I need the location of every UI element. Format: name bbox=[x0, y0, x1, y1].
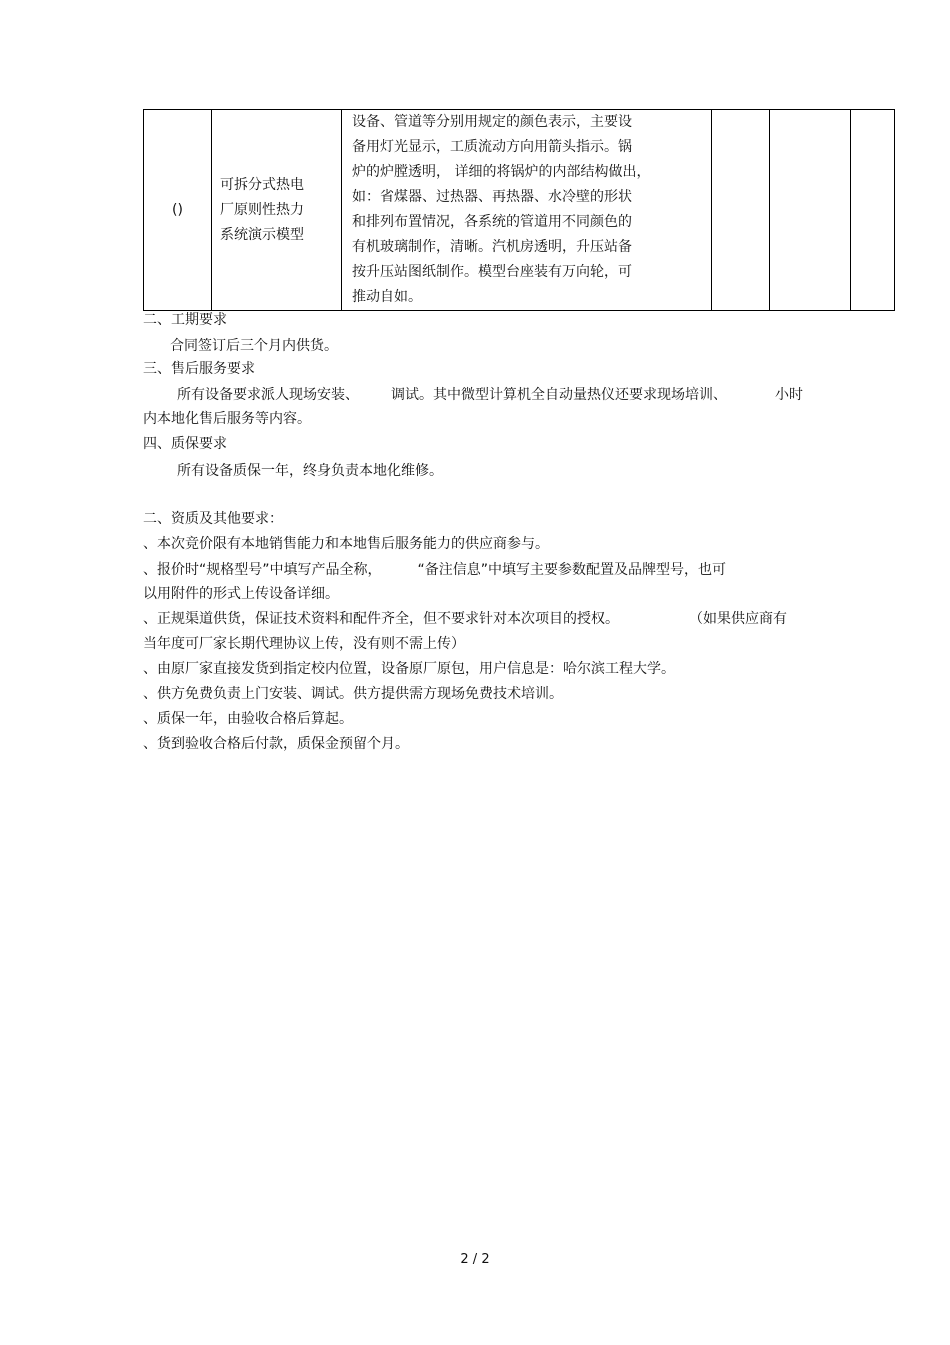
requirement-item: 、供方免费负责上门安装、调试。供方提供需方现场免费技术培训。 bbox=[143, 686, 563, 702]
item-name-line: 系统演示模型 bbox=[220, 226, 304, 243]
item-name-line: 厂原则性热力 bbox=[220, 201, 304, 218]
requirement-item: 、质保一年，由验收合格后算起。 bbox=[143, 711, 353, 727]
description-line: 推动自如。 bbox=[352, 289, 422, 305]
requirement-part: （如果供应商有 bbox=[689, 611, 787, 627]
requirement-item: 、本次竞价限有本地销售能力和本地售后服务能力的供应商参与。 bbox=[143, 536, 549, 552]
item-name-line: 可拆分式热电 bbox=[220, 176, 304, 193]
empty-cell bbox=[712, 110, 770, 311]
service-text-part: 调试。其中微型计算机全自动量热仪还要求现场培训、 bbox=[391, 387, 727, 403]
spec-table bbox=[143, 109, 895, 311]
requirement-part: 、报价时“规格型号”中填写产品全称， bbox=[143, 562, 382, 578]
requirement-item-continuation: 当年度可厂家长期代理协议上传，没有则不需上传） bbox=[143, 636, 465, 652]
description-line: 和排列布置情况，各系统的管道用不同颜色的 bbox=[352, 214, 632, 230]
requirement-part: “备注信息”中填写主要参数配置及品牌型号，也可 bbox=[417, 562, 727, 578]
item-name-cell bbox=[212, 110, 342, 311]
warranty-text: 所有设备质保一年，终身负责本地化维修。 bbox=[177, 463, 443, 479]
item-number: () bbox=[172, 201, 183, 218]
empty-cell bbox=[851, 110, 895, 311]
empty-cell bbox=[770, 110, 851, 311]
requirement-part: 、正规渠道供货，保证技术资料和配件齐全，但不要求针对本次项目的授权。 bbox=[143, 611, 619, 627]
requirement-item-continuation: 以用附件的形式上传设备详细。 bbox=[143, 586, 339, 602]
requirement-item bbox=[143, 609, 787, 629]
table-row bbox=[144, 110, 895, 311]
requirement-item bbox=[143, 560, 726, 580]
item-number-cell bbox=[144, 110, 212, 311]
qualification-heading: 二、资质及其他要求： bbox=[143, 511, 283, 527]
service-text-part: 小时 bbox=[775, 387, 803, 403]
warranty-heading: 四、质保要求 bbox=[143, 436, 227, 452]
period-text: 合同签订后三个月内供货。 bbox=[170, 338, 338, 354]
description-line: 如：省煤器、过热器、再热器、水冷壁的形状 bbox=[352, 189, 632, 205]
description-line: 炉的炉膛透明， 详细的将锅炉的内部结构做出， bbox=[352, 164, 651, 180]
description-line: 按升压站图纸制作。模型台座装有万向轮，可 bbox=[352, 264, 632, 280]
requirement-item: 、货到验收合格后付款，质保金预留个月。 bbox=[143, 736, 409, 752]
description-line: 备用灯光显示，工质流动方向用箭头指示。锅 bbox=[352, 139, 632, 155]
page-number: 2 / 2 bbox=[460, 1252, 490, 1267]
description-line: 有机玻璃制作，清晰。汽机房透明，升压站备 bbox=[352, 239, 632, 255]
service-heading: 三、售后服务要求 bbox=[143, 361, 255, 377]
service-text-line-1 bbox=[177, 385, 803, 405]
service-text-line-2: 内本地化售后服务等内容。 bbox=[143, 411, 311, 427]
description-line: 设备、管道等分别用规定的颜色表示，主要设 bbox=[352, 114, 632, 130]
requirement-item: 、由原厂家直接发货到指定校内位置，设备原厂原包，用户信息是：哈尔滨工程大学。 bbox=[143, 661, 675, 677]
service-text-part: 所有设备要求派人现场安装、 bbox=[177, 387, 359, 403]
period-heading: 二、工期要求 bbox=[143, 312, 227, 328]
item-description-cell bbox=[342, 110, 712, 311]
